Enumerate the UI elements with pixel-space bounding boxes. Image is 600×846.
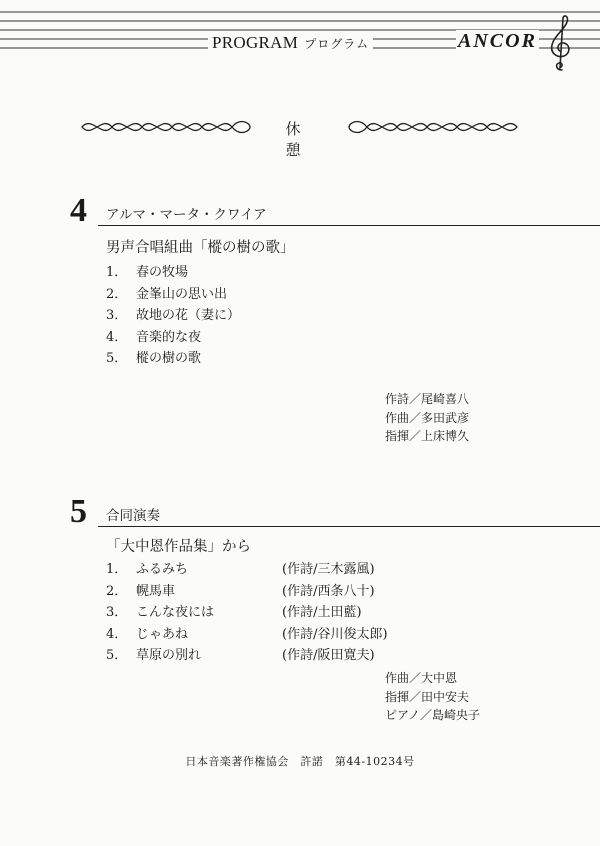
song-number: 4． [106,626,128,642]
song-number: 1． [106,562,128,577]
section-4-work-title: 男声合唱組曲「樅の樹の歌」 [106,240,295,256]
song-number: 3． [106,308,128,323]
copyright-notice: 日本音楽著作権協会 許諾 第44-10234号 [185,755,415,768]
list-item [106,262,240,284]
song-title: 音楽的な夜 [136,329,202,345]
song-title: 幌馬車 [136,583,176,599]
song-number: 2． [106,583,128,599]
list-item [106,327,240,349]
list-item [106,284,240,306]
section-4-title: アルマ・マータ・クワイア [106,207,267,223]
credit-conductor: 指揮／上床博久 [385,429,470,443]
song-title: 故地の花（妻に） [136,308,241,323]
section-5-work-title: 「大中恩作品集」から [106,539,251,555]
section-5-song-list [106,559,388,667]
section-5-divider [98,526,600,527]
section-4-number: 4 [70,192,87,229]
section-5-title: 合同演奏 [106,508,160,524]
list-item [106,581,375,603]
list-item [106,624,388,646]
song-lyricist: (作詩/谷川俊太郎) [282,626,388,642]
song-number: 5． [106,648,128,663]
list-item [106,305,240,327]
song-title: ふるみち [136,562,189,577]
song-number: 5． [106,351,128,366]
ornament-left-icon [80,117,252,137]
song-number: 4． [106,329,128,345]
list-item [106,559,375,581]
intermission-label: 休 憩 [285,120,315,159]
section-4-song-list [106,262,240,370]
song-title: 春の牧場 [136,265,189,280]
song-number: 1． [106,265,128,280]
song-number: 3． [106,605,128,620]
program-title-jp: プログラム [304,37,370,51]
treble-clef-icon [546,14,576,72]
list-item [106,348,240,370]
list-item [106,645,375,667]
song-lyricist: (作詩/土田藍) [282,605,362,620]
song-title: こんな夜には [136,605,215,620]
section-4-credits [385,390,469,446]
section-5-number: 5 [70,493,87,530]
credit-composer: 作曲／大中恩 [385,671,458,685]
section-5-credits [385,669,480,725]
brand-logo: ANCOR [458,30,537,52]
list-item [106,602,362,624]
song-title: 金峯山の思い出 [136,286,228,302]
song-lyricist: (作詩/三木露風) [282,562,375,577]
credit-pianist: ピアノ／島崎央子 [385,708,481,722]
program-title-en: PROGRAM [212,33,299,52]
credit-conductor: 指揮／田中安夫 [385,689,470,704]
credit-composer: 作曲／多田武彦 [385,410,470,425]
section-4-divider [98,225,600,226]
song-number: 2． [106,286,128,302]
song-title: じゃあね [136,626,189,642]
song-title: 草原の別れ [136,648,202,663]
ornament-right-icon [345,117,521,137]
song-lyricist: (作詩/阪田寛夫) [282,648,375,663]
credit-lyricist: 作詩／尾崎喜八 [385,392,470,406]
song-lyricist: (作詩/西条八十) [282,583,375,599]
program-title [208,33,373,53]
song-title: 樅の樹の歌 [136,351,202,366]
